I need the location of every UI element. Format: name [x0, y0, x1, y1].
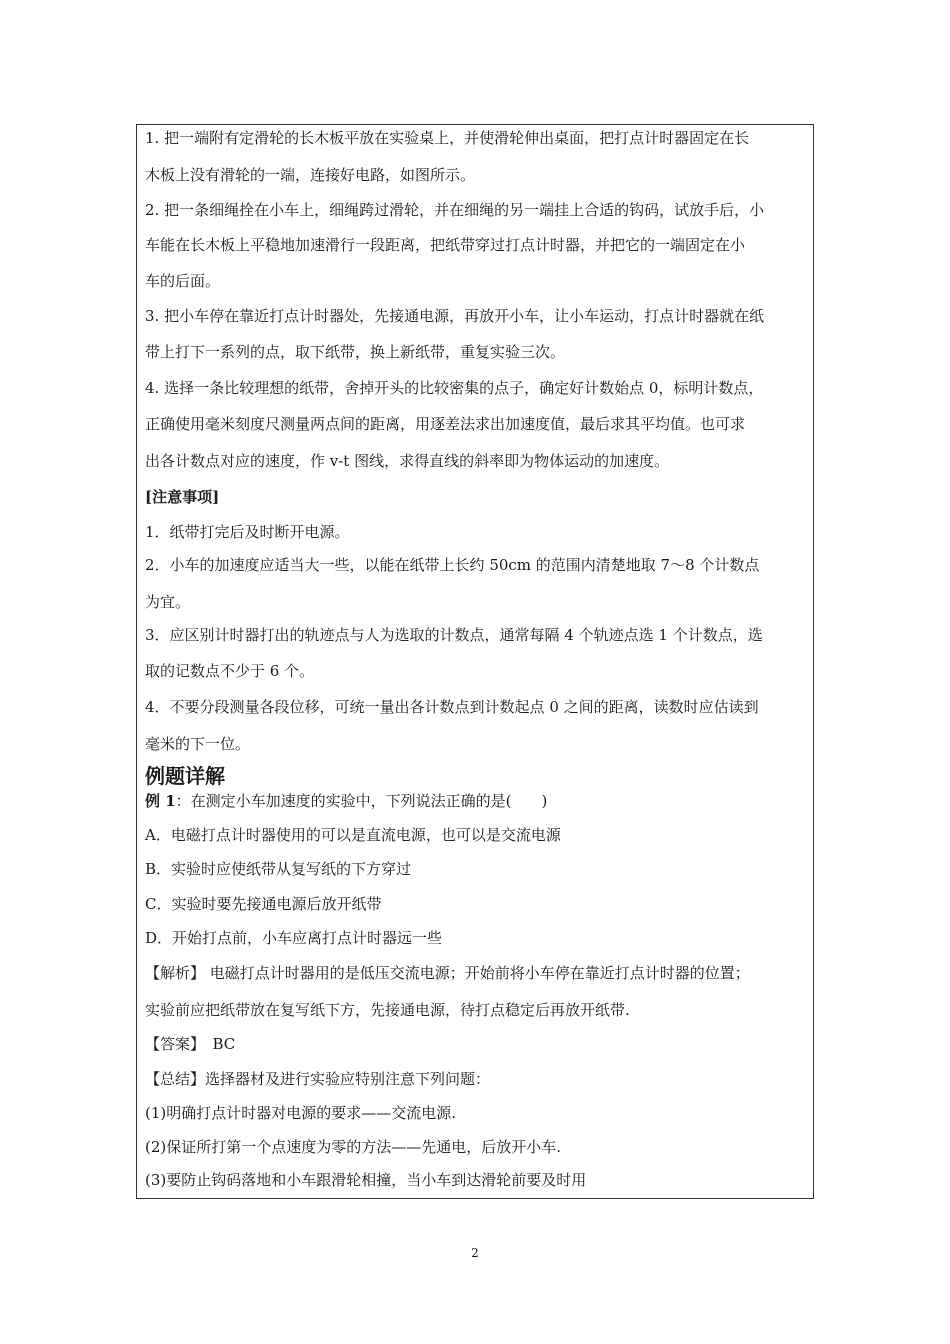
- option-b: B．实验时应使纸带从复写纸的下方穿过: [145, 860, 412, 878]
- step-line: 车的后面。: [145, 272, 221, 290]
- note-line: 2．小车的加速度应适当大一些，以能在纸带上长约 50cm 的范围内清楚地取 7～8 个计数点: [145, 556, 760, 574]
- analysis-line: 【解析】 电磁打点计时器用的是低压交流电源；开始前将小车停在靠近打点计时器的位置；: [145, 964, 750, 982]
- summary-line: (1)明确打点计时器对电源的要求——交流电源.: [145, 1104, 457, 1122]
- note-line: 1．纸带打完后及时断开电源。: [145, 523, 350, 541]
- step-line: 出各计数点对应的速度，作 v-t 图线，求得直线的斜率即为物体运动的加速度。: [145, 452, 670, 470]
- step-line: 2. 把一条细绳拴在小车上，细绳跨过滑轮，并在细绳的另一端挂上合适的钩码，试放手后，小: [145, 201, 765, 219]
- example-question: [145, 791, 547, 811]
- step-line: 木板上没有滑轮的一端，连接好电路，如图所示。: [145, 166, 476, 184]
- option-d: D．开始打点前，小车应离打点计时器远一些: [145, 929, 443, 947]
- step-line: 3. 把小车停在靠近打点计时器处，先接通电源，再放开小车，让小车运动，打点计时器就在纸: [145, 307, 765, 325]
- step-line: 车能在长木板上平稳地加速滑行一段距离，把纸带穿过打点计时器，并把它的一端固定在小: [145, 236, 746, 254]
- example-label: 例 1: [145, 792, 176, 810]
- option-c: C．实验时要先接通电源后放开纸带: [145, 895, 382, 913]
- note-line: 取的记数点不少于 6 个。: [145, 662, 315, 680]
- note-line: 3．应区别计时器打出的轨迹点与人为选取的计数点，通常每隔 4 个轨迹点选 1 个计数点，选: [145, 626, 763, 644]
- note-line: 为宜。: [145, 593, 191, 611]
- section-title: 例题详解: [145, 764, 225, 788]
- analysis-line: 实验前应把纸带放在复写纸下方，先接通电源，待打点稳定后再放开纸带.: [145, 1001, 630, 1019]
- note-line: 4．不要分段测量各段位移，可统一量出各计数点到计数起点 0 之间的距离，读数时应估读到: [145, 698, 759, 716]
- notes-title: [注意事项]: [145, 488, 220, 506]
- step-line: 带上打下一系列的点，取下纸带，换上新纸带，重复实验三次。: [145, 343, 566, 361]
- step-line: 4. 选择一条比较理想的纸带，舍掉开头的比较密集的点子，确定好计数始点 0，标明计数点，: [145, 379, 764, 397]
- answer-line: 【答案】 BC: [145, 1035, 236, 1053]
- note-line: 毫米的下一位。: [145, 735, 251, 753]
- page-number: 2: [471, 1246, 479, 1260]
- summary-line: 【总结】选择器材及进行实验应特别注意下列问题：: [145, 1070, 491, 1088]
- step-line: 1. 把一端附有定滑轮的长木板平放在实验桌上，并使滑轮伸出桌面，把打点计时器固定在长: [145, 129, 750, 147]
- option-a: A．电磁打点计时器使用的可以是直流电源，也可以是交流电源: [145, 826, 561, 844]
- summary-line: (2)保证所打第一个点速度为零的方法——先通电，后放开小车.: [145, 1138, 562, 1156]
- summary-line: (3)要防止钩码落地和小车跟滑轮相撞，当小车到达滑轮前要及时用: [145, 1171, 587, 1189]
- example-question-text: ：在测定小车加速度的实验中，下列说法正确的是( ): [175, 792, 548, 810]
- step-line: 正确使用毫米刻度尺测量两点间的距离，用逐差法求出加速度值，最后求其平均值。也可求: [145, 415, 746, 433]
